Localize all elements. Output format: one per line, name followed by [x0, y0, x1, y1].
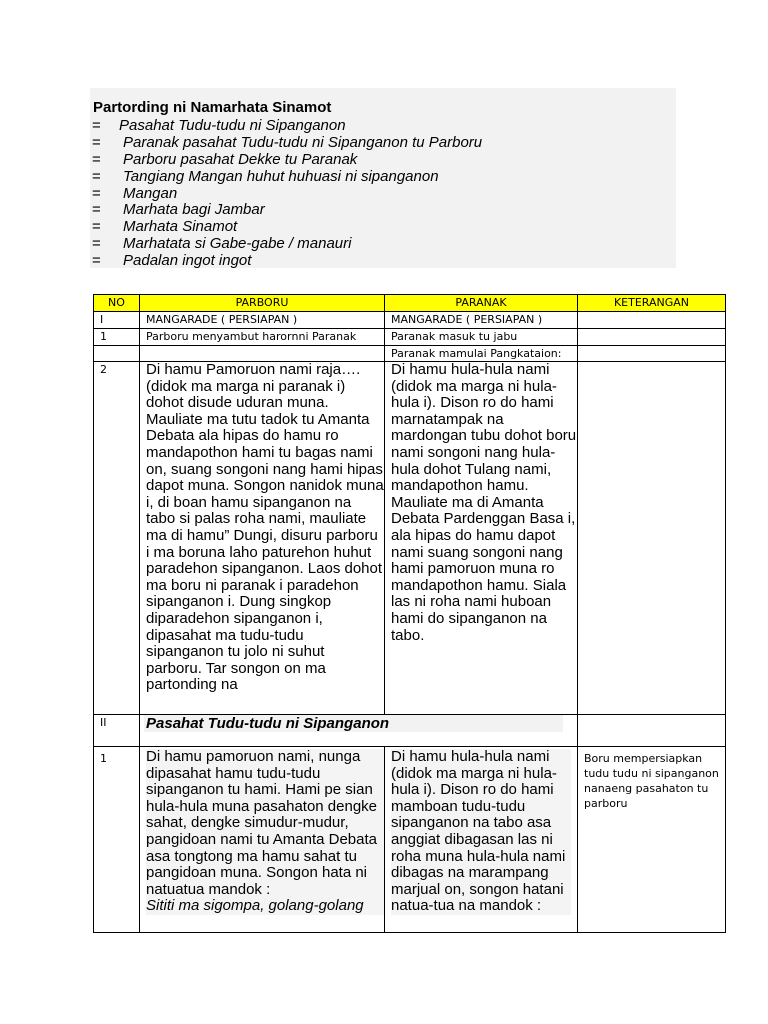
table-row — [94, 329, 726, 346]
cell-keterangan — [578, 329, 726, 346]
cell-keterangan — [578, 312, 726, 329]
intro-item — [90, 168, 676, 185]
intro-item — [90, 252, 676, 269]
table-row — [94, 312, 726, 329]
intro-bullet: = — [92, 201, 101, 219]
cell-no: 2 — [94, 362, 140, 715]
cell-parboru: MANGARADE ( PERSIAPAN ) — [140, 312, 385, 329]
cell-parboru — [140, 346, 385, 362]
table-header-row — [94, 295, 726, 312]
intro-list — [90, 117, 676, 269]
intro-item — [90, 134, 676, 151]
cell-paranak: Di hamu hula-hula nami (didok ma marga ni hula-hula i). Dison ro do hami marnatampak na mardongan tubu dohot boru nami songoni nang hula-hula dohot Tulang nami, mandapothon hamu. Mauliate ma di Amanta Debata Pardenggan Basa i, ala hipas do hamu dapot nami suang songoni nang hami pamoruon muna ro mandapothon hamu. Siala las ni roha nami huboan hami do sipanganon na tabo. — [385, 362, 578, 715]
intro-title: Partording ni Namarhata Sinamot — [93, 99, 332, 116]
cell-paranak: Paranak mamulai Pangkataion: — [385, 346, 578, 362]
intro-bullet: = — [92, 252, 101, 270]
intro-item-text: Marhata bagi Jambar — [123, 201, 265, 219]
cell-paranak: Paranak masuk tu jabu — [385, 329, 578, 346]
intro-item — [90, 218, 676, 235]
cell-parboru: Di hamu Pamoruon nami raja…. (didok ma marga ni paranak i) dohot disude uduran muna. Mauliate ma tutu tadok tu Amanta Debata ala hipas do hamu ro mandapothon hami tu bagas nami on, suang songoni nang hami hipas dapot muna. Songon nanidok muna i, di boan hamu sipanganon na tabo si palas roha nami, mauliate ma di hamu” Dungi, disuru parboru i ma boruna laho paturehon huhut paradehon sipanganon. Laos dohot ma boru ni paranak i paradehon sipanganon i. Dung singkop diparadehon sipanganon i, dipasahat ma tudu-tudu sipanganon tu jolo ni suhut parboru. Tar songon on ma partonding na — [140, 362, 385, 715]
intro-item — [90, 235, 676, 252]
intro-bullet: = — [92, 167, 101, 185]
intro-item — [90, 201, 676, 218]
parboru-quote: Sititi ma sigompa, golang-golang — [146, 898, 384, 915]
cell-no: 1 — [94, 329, 140, 346]
cell-no: I — [94, 312, 140, 329]
table-row — [94, 346, 726, 362]
intro-bullet: = — [92, 218, 101, 236]
intro-item-text: Marhatata si Gabe-gabe / manauri — [123, 235, 352, 253]
cell-keterangan — [578, 715, 726, 747]
cell-paranak: MANGARADE ( PERSIAPAN ) — [385, 312, 578, 329]
header-parboru: PARBORU — [140, 295, 385, 312]
intro-item — [90, 117, 676, 134]
intro-item-text: Mangan — [123, 184, 178, 202]
header-paranak: PARANAK — [385, 295, 578, 312]
ceremony-table — [93, 294, 726, 933]
table-row — [94, 747, 726, 933]
header-no: NO — [94, 295, 140, 312]
intro-box — [90, 88, 676, 268]
intro-item — [90, 151, 676, 168]
intro-item — [90, 185, 676, 202]
section-title: Pasahat Tudu-tudu ni Sipanganon — [144, 715, 563, 732]
cell-paranak — [385, 747, 578, 933]
paranak-text: Di hamu hula-hula nami (didok ma marga ni hula-hula i). Dison ro do hami mamboan tudu-tudu sipanganon na tabo asa anggiat dibagasan las ni roha muna hula-hula nami dibagas na marampang marjual on, songon hatani natua-tua na mandok : — [391, 749, 571, 915]
cell-parboru: Parboru menyambut harorոni Paranak — [140, 329, 385, 346]
header-keterangan: KETERANGAN — [578, 295, 726, 312]
cell-no: II — [94, 715, 140, 747]
cell-no — [94, 346, 140, 362]
cell-keterangan: Boru mempersiapkan tudu tudu ni sipanganon nanaeng pasahaton tu parboru — [578, 747, 726, 933]
intro-bullet: = — [92, 150, 101, 168]
intro-item-text: Marhata Sinamot — [123, 218, 238, 236]
intro-item-text: Paranak pasahat Tudu-tudu ni Sipanganon tu Parboru — [123, 133, 483, 151]
intro-item-text: Pasahat Tudu-tudu ni Sipanganon — [119, 117, 346, 134]
parboru-text: Di hamu pamoruon nami, nunga dipasahat hamu tudu-tudu sipanganon tu hami. Hami pe sian hula-hula muna pasahaton dengke sahat, dengke simudur-mudur, pangidoan nami tu Amanta Debata asa tongtong ma hamu sahat tu pangidoan muna. Songon hata ni natuatua mandok : — [146, 749, 384, 898]
intro-bullet: = — [92, 184, 101, 202]
cell-section-title — [140, 715, 578, 747]
cell-keterangan — [578, 362, 726, 715]
cell-keterangan — [578, 346, 726, 362]
intro-item-text: Tangiang Mangan huhut huhuasi ni sipanganon — [123, 167, 439, 185]
intro-bullet: = — [92, 133, 101, 151]
table-row — [94, 362, 726, 715]
intro-bullet: = — [92, 235, 101, 253]
intro-item-text: Padalan ingot ingot — [123, 252, 252, 270]
intro-item-text: Parboru pasahat Dekke tu Paranak — [123, 150, 358, 168]
intro-bullet: = — [92, 117, 101, 134]
cell-parboru — [140, 747, 385, 933]
table-row — [94, 715, 726, 747]
cell-no: 1 — [94, 747, 140, 933]
